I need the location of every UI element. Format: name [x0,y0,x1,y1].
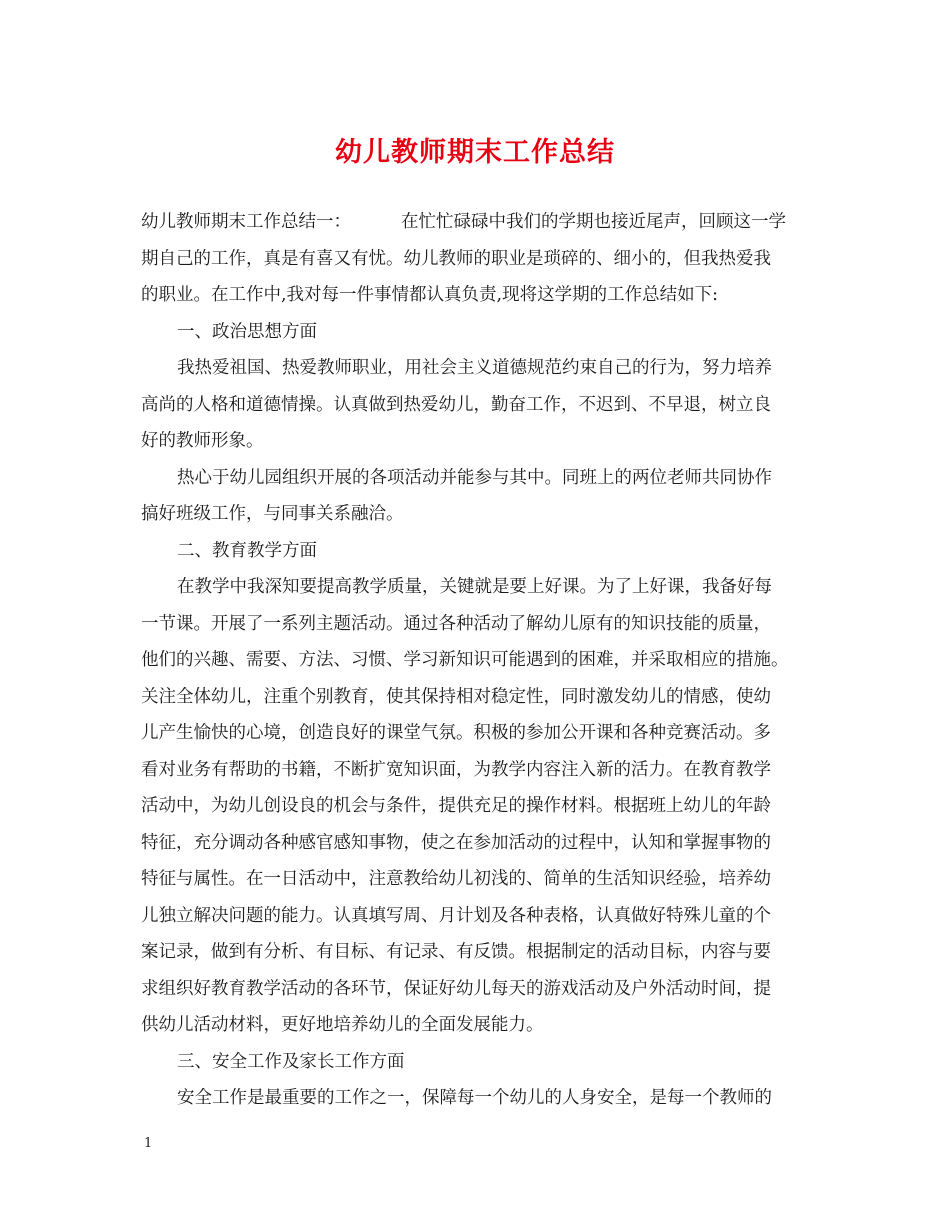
paragraph-line: 搞好班级工作，与同事关系融洽。 [141,504,404,524]
paragraph-line [141,204,821,241]
paragraph-line: 看对业务有帮助的书籍，不断扩宽知识面，为教学内容注入新的活力。在教育教学 [141,759,771,780]
document-title: 幼儿教师期末工作总结 [335,137,615,168]
paragraph-line: 求组织好教育教学活动的各环节，保证好幼儿每天的游戏活动及户外活动时间，提 [141,978,771,999]
paragraph-line: 特征，充分调动各种感官感知事物，使之在参加活动的过程中，认知和掌握事物的 [141,832,771,853]
paragraph-line: 儿产生愉快的心境，创造良好的课堂气氛。积极的参加公开课和各种竞赛活动。多 [141,723,771,743]
paragraph-line: 安全工作是最重要的工作之一，保障每一个幼儿的人身安全，是每一个教师的 [177,1088,772,1108]
paragraph-line: 活动中，为幼儿创设良的机会与条件，提供充足的操作材料。根据班上幼儿的年龄 [141,796,771,816]
section-heading: 二、教育教学方面 [177,540,317,561]
section-heading: 一、政治思想方面 [177,321,317,342]
paragraph-line: 一节课。开展了一系列主题活动。通过各种活动了解幼儿原有的知识技能的质量， [141,613,771,634]
paragraph-line: 高尚的人格和道德情操。认真做到热爱幼儿，勤奋工作，不迟到、不早退，树立良 [141,394,771,415]
paragraph-line: 的职业。在工作中,我对每一件事情都认真负责,现将这学期的工作总结如下: [141,285,719,305]
section-heading: 三、安全工作及家长工作方面 [177,1051,405,1072]
paragraph-line: 特征与属性。在一日活动中，注意教给幼儿初浅的、简单的生活知识经验，培养幼 [141,869,771,889]
paragraph-line: 儿独立解决问题的能力。认真填写周、月计划及各种表格，认真做好特殊儿童的个 [141,905,771,926]
paragraph-line: 期自己的工作，真是有喜又有忧。幼儿教师的职业是琐碎的、细小的，但我热爱我 [141,248,771,269]
paragraph-line: 他们的兴趣、需要、方法、习惯、学习新知识可能遇到的困难，并采取相应的措施。 [141,650,789,670]
line-text: 在忙忙碌碌中我们的学期也接近尾声，回顾这一学 [401,212,786,232]
paragraph-line: 热心于幼儿园组织开展的各项活动并能参与其中。同班上的两位老师共同协作 [177,467,772,488]
page-number: 1 [144,1136,153,1151]
paragraph-line: 案记录，做到有分析、有目标、有记录、有反馈。根据制定的活动目标，内容与要 [141,942,771,962]
paragraph-line: 好的教师形象。 [141,431,264,451]
paragraph-line: 供幼儿活动材料，更好地培养幼儿的全面发展能力。 [141,1015,544,1035]
paragraph-line: 关注全体幼儿，注重个别教育，使其保持相对稳定性，同时激发幼儿的情感，使幼 [141,686,771,707]
paragraph-line: 我热爱祖国、热爱教师职业，用社会主义道德规范约束自己的行为，努力培养 [177,358,772,378]
document-body [141,204,821,1117]
paragraph-line: 在教学中我深知要提高教学质量，关键就是要上好课。为了上好课，我备好每 [177,577,772,597]
intro-label: 幼儿教师期末工作总结一： [141,212,351,232]
